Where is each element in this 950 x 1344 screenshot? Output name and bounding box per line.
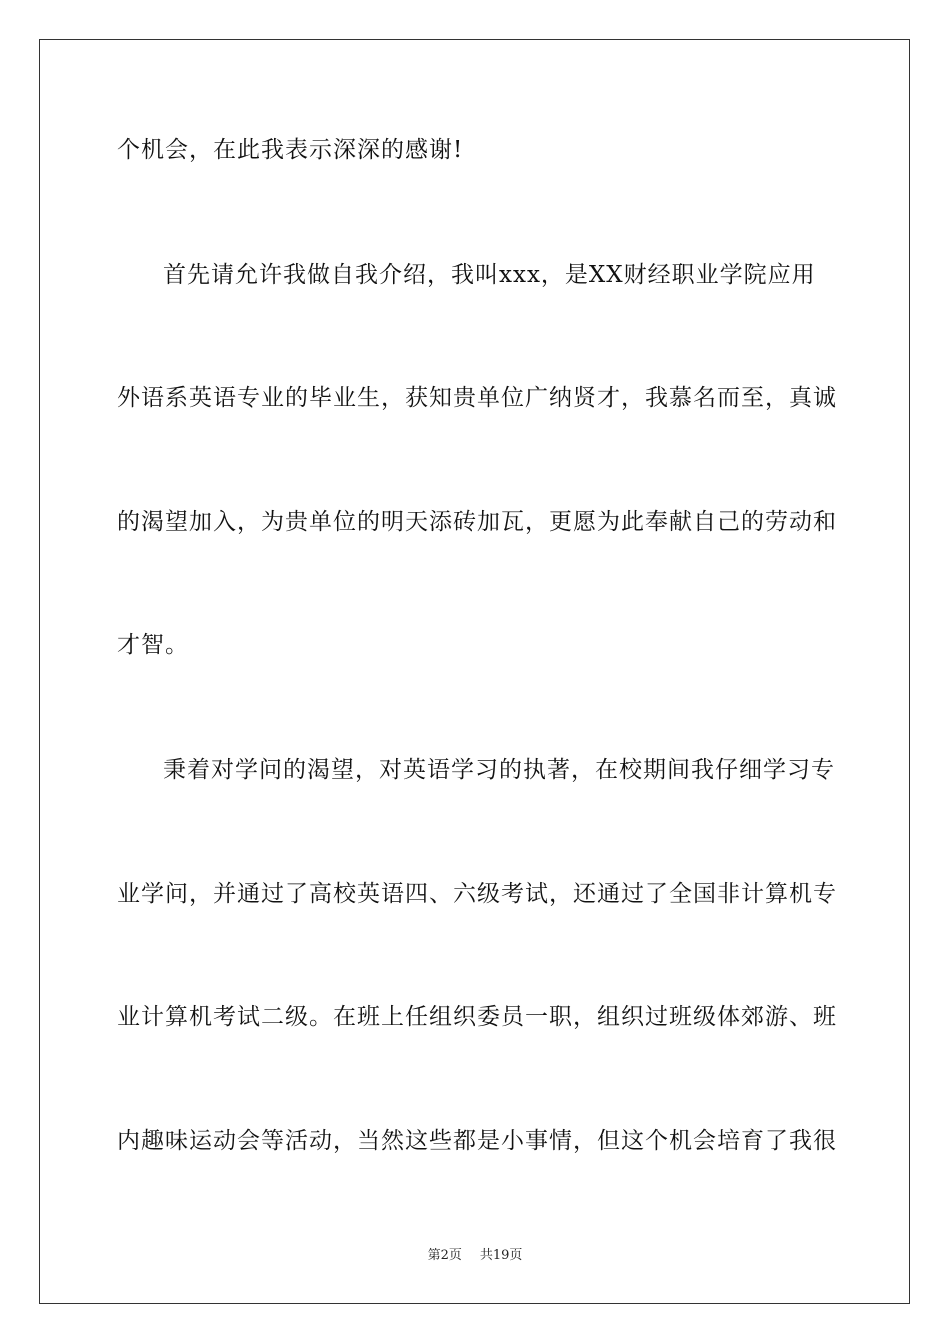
body-line-2: 首先请允许我做自我介绍，我叫xxx，是XX财经职业学院应用: [163, 262, 816, 288]
body-line-8: 业计算机考试二级。在班上任组织委员一职，组织过班级体郊游、班: [117, 1004, 837, 1030]
page-total: 共19页: [479, 1248, 523, 1263]
page-number: 第2页: [427, 1248, 462, 1263]
body-line-1: 个机会，在此我表示深深的感谢!: [117, 137, 464, 163]
page-border: [39, 39, 910, 1304]
body-line-7: 业学问，并通过了高校英语四、六级考试，还通过了全国非计算机专: [117, 881, 837, 907]
body-line-5: 才智。: [117, 632, 189, 658]
body-line-3: 外语系英语专业的毕业生，获知贵单位广纳贤才，我慕名而至，真诚: [117, 385, 837, 411]
body-line-6: 秉着对学问的渴望，对英语学习的执著，在校期间我仔细学习专: [163, 757, 835, 783]
page-footer: [0, 1247, 950, 1265]
body-line-4: 的渴望加入，为贵单位的明天添砖加瓦，更愿为此奉献自己的劳动和: [117, 509, 837, 535]
body-line-9: 内趣味运动会等活动，当然这些都是小事情，但这个机会培育了我很: [117, 1128, 837, 1154]
